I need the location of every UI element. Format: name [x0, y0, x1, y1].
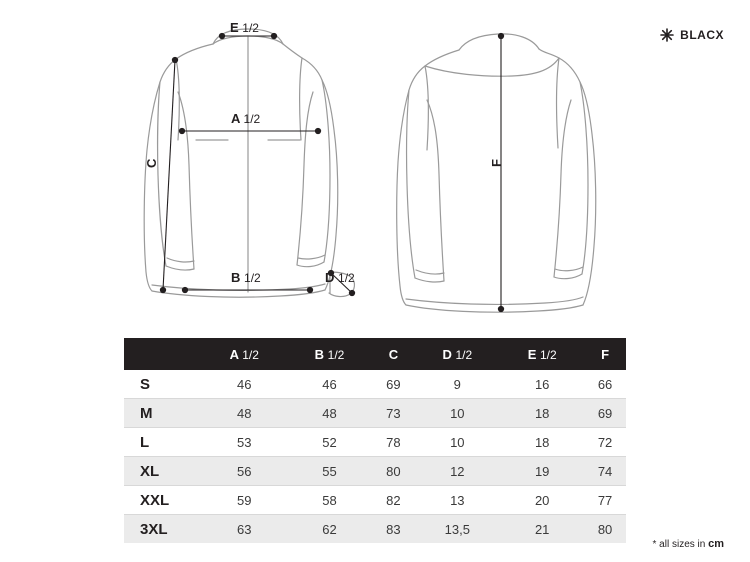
- cell-3xl-e: 21: [500, 515, 584, 544]
- cell-s-f: 66: [584, 370, 626, 399]
- cell-xl-b: 55: [287, 457, 373, 486]
- footnote-unit: cm: [708, 538, 724, 550]
- cell-l-d: 10: [414, 428, 500, 457]
- dimension-label-a: A 1/2: [231, 111, 261, 126]
- cell-s-c: 69: [372, 370, 414, 399]
- cell-m-c: 73: [372, 399, 414, 428]
- cell-l-e: 18: [500, 428, 584, 457]
- table-row: [124, 457, 626, 486]
- column-header-a: A 1/2: [202, 338, 287, 370]
- cell-l-a: 53: [202, 428, 287, 457]
- dimension-label-e: E 1/2: [230, 20, 259, 35]
- cell-s-b: 46: [287, 370, 373, 399]
- size-table: [124, 338, 626, 543]
- cell-m-d: 10: [414, 399, 500, 428]
- cell-3xl-b: 62: [287, 515, 373, 544]
- cell-l-c: 78: [372, 428, 414, 457]
- column-header-e: E 1/2: [500, 338, 584, 370]
- cell-xxl-f: 77: [584, 486, 626, 515]
- column-header-c: C: [372, 338, 414, 370]
- cell-xl-c: 80: [372, 457, 414, 486]
- row-size-s: S: [124, 370, 202, 399]
- cell-xl-e: 19: [500, 457, 584, 486]
- cell-s-d: 9: [414, 370, 500, 399]
- column-header-f: F: [584, 338, 626, 370]
- cell-m-f: 69: [584, 399, 626, 428]
- cell-l-b: 52: [287, 428, 373, 457]
- row-size-m: M: [124, 399, 202, 428]
- row-size-3xl: 3XL: [124, 515, 202, 544]
- cell-m-a: 48: [202, 399, 287, 428]
- table-row: [124, 515, 626, 544]
- cell-3xl-a: 63: [202, 515, 287, 544]
- cell-3xl-c: 83: [372, 515, 414, 544]
- size-table-body: [124, 370, 626, 543]
- cell-xxl-e: 20: [500, 486, 584, 515]
- cell-m-b: 48: [287, 399, 373, 428]
- row-size-xl: XL: [124, 457, 202, 486]
- table-row: [124, 486, 626, 515]
- cell-s-a: 46: [202, 370, 287, 399]
- cell-xxl-a: 59: [202, 486, 287, 515]
- column-header-d: D 1/2: [414, 338, 500, 370]
- cell-xl-a: 56: [202, 457, 287, 486]
- table-row: [124, 370, 626, 399]
- cell-3xl-f: 80: [584, 515, 626, 544]
- table-corner-cell: [124, 338, 202, 370]
- table-header-row: [124, 338, 626, 370]
- cell-l-f: 72: [584, 428, 626, 457]
- row-size-xxl: XXL: [124, 486, 202, 515]
- cell-s-e: 16: [500, 370, 584, 399]
- dimension-label-c: C: [144, 158, 159, 168]
- cell-xxl-d: 13: [414, 486, 500, 515]
- column-header-b: B 1/2: [287, 338, 373, 370]
- cell-3xl-d: 13,5: [414, 515, 500, 544]
- cell-m-e: 18: [500, 399, 584, 428]
- brand-name: BLACX: [680, 28, 724, 42]
- footnote-prefix: * all sizes in: [652, 539, 709, 550]
- row-size-l: L: [124, 428, 202, 457]
- dimension-label-d: D 1/2: [325, 270, 355, 285]
- units-footnote: [653, 538, 724, 550]
- cell-xl-d: 12: [414, 457, 500, 486]
- cell-xl-f: 74: [584, 457, 626, 486]
- table-row: [124, 428, 626, 457]
- dimension-label-b: B 1/2: [231, 270, 261, 285]
- table-row: [124, 399, 626, 428]
- size-table-header: [124, 338, 626, 370]
- cell-xxl-b: 58: [287, 486, 373, 515]
- dimension-label-f: F: [489, 159, 504, 167]
- cell-xxl-c: 82: [372, 486, 414, 515]
